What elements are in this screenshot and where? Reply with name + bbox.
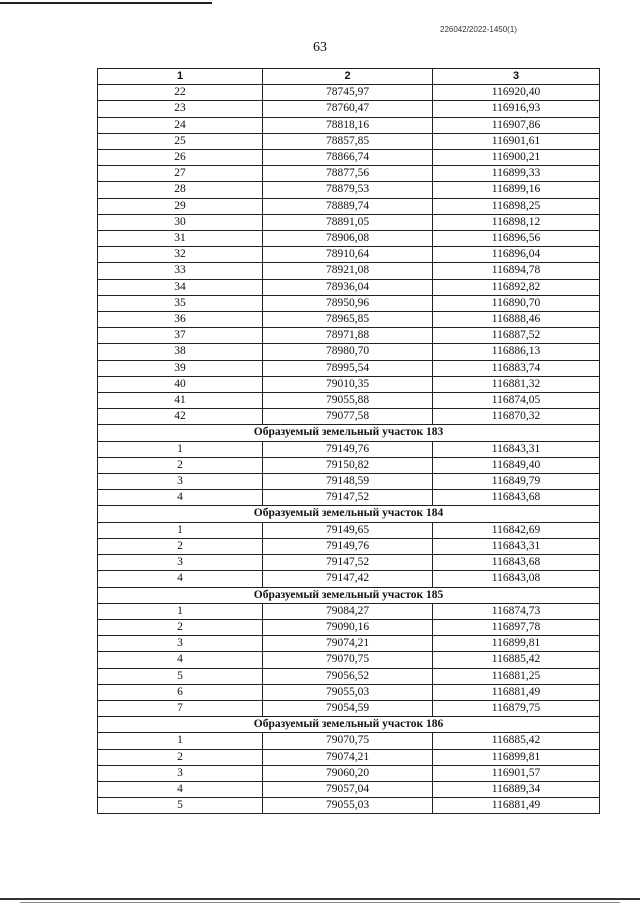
section-title-row — [98, 506, 600, 522]
table-row — [98, 781, 600, 797]
section-title: Образуемый земельный участок 183 — [98, 425, 600, 441]
x-coordinate-cell: 78879,53 — [263, 182, 433, 198]
y-coordinate-cell: 116887,52 — [433, 328, 600, 344]
table-row — [98, 652, 600, 668]
y-coordinate-cell: 116843,68 — [433, 490, 600, 506]
table-row — [98, 360, 600, 376]
point-number-cell: 32 — [98, 247, 263, 263]
y-coordinate-cell: 116899,81 — [433, 749, 600, 765]
x-coordinate-cell: 78866,74 — [263, 150, 433, 166]
x-coordinate-cell: 79060,20 — [263, 765, 433, 781]
x-coordinate-cell: 79148,59 — [263, 474, 433, 490]
y-coordinate-cell: 116881,49 — [433, 684, 600, 700]
x-coordinate-cell: 78760,47 — [263, 101, 433, 117]
x-coordinate-cell: 78971,88 — [263, 328, 433, 344]
point-number-cell: 6 — [98, 684, 263, 700]
point-number-cell: 3 — [98, 474, 263, 490]
table-row — [98, 619, 600, 635]
x-coordinate-cell: 79147,52 — [263, 490, 433, 506]
table-row — [98, 555, 600, 571]
point-number-cell: 2 — [98, 749, 263, 765]
point-number-cell: 41 — [98, 393, 263, 409]
section-title-row — [98, 717, 600, 733]
table-row — [98, 133, 600, 149]
y-coordinate-cell: 116879,75 — [433, 700, 600, 716]
point-number-cell: 39 — [98, 360, 263, 376]
y-coordinate-cell: 116870,32 — [433, 409, 600, 425]
section-title: Образуемый земельный участок 185 — [98, 587, 600, 603]
table-row — [98, 765, 600, 781]
table-row — [98, 279, 600, 295]
y-coordinate-cell: 116894,78 — [433, 263, 600, 279]
point-number-cell: 29 — [98, 198, 263, 214]
document-number: 226042/2022-1450(1) — [440, 25, 517, 34]
point-number-cell: 5 — [98, 798, 263, 814]
table-row — [98, 684, 600, 700]
section-title-row — [98, 425, 600, 441]
y-coordinate-cell: 116892,82 — [433, 279, 600, 295]
y-coordinate-cell: 116889,34 — [433, 781, 600, 797]
x-coordinate-cell: 79070,75 — [263, 733, 433, 749]
x-coordinate-cell: 79010,35 — [263, 376, 433, 392]
section-title: Образуемый земельный участок 184 — [98, 506, 600, 522]
table-row — [98, 441, 600, 457]
table-row — [98, 295, 600, 311]
section-title-row — [98, 587, 600, 603]
y-coordinate-cell: 116843,08 — [433, 571, 600, 587]
x-coordinate-cell: 78745,97 — [263, 85, 433, 101]
y-coordinate-cell: 116899,81 — [433, 636, 600, 652]
point-number-cell: 7 — [98, 700, 263, 716]
table-row — [98, 101, 600, 117]
x-coordinate-cell: 79150,82 — [263, 457, 433, 473]
x-coordinate-cell: 78965,85 — [263, 312, 433, 328]
column-header: 3 — [433, 69, 600, 85]
y-coordinate-cell: 116843,31 — [433, 441, 600, 457]
table-row — [98, 457, 600, 473]
point-number-cell: 40 — [98, 376, 263, 392]
point-number-cell: 25 — [98, 133, 263, 149]
table-row — [98, 668, 600, 684]
point-number-cell: 38 — [98, 344, 263, 360]
point-number-cell: 4 — [98, 652, 263, 668]
x-coordinate-cell: 78950,96 — [263, 295, 433, 311]
point-number-cell: 27 — [98, 166, 263, 182]
table-row — [98, 328, 600, 344]
y-coordinate-cell: 116886,13 — [433, 344, 600, 360]
x-coordinate-cell: 79056,52 — [263, 668, 433, 684]
x-coordinate-cell: 79147,42 — [263, 571, 433, 587]
table-row — [98, 571, 600, 587]
table-row — [98, 214, 600, 230]
point-number-cell: 4 — [98, 571, 263, 587]
table-row — [98, 798, 600, 814]
x-coordinate-cell: 78995,54 — [263, 360, 433, 376]
point-number-cell: 36 — [98, 312, 263, 328]
x-coordinate-cell: 79055,03 — [263, 798, 433, 814]
y-coordinate-cell: 116883,74 — [433, 360, 600, 376]
point-number-cell: 24 — [98, 117, 263, 133]
table-row — [98, 312, 600, 328]
y-coordinate-cell: 116885,42 — [433, 652, 600, 668]
y-coordinate-cell: 116843,31 — [433, 538, 600, 554]
table-row — [98, 198, 600, 214]
x-coordinate-cell: 79077,58 — [263, 409, 433, 425]
y-coordinate-cell: 116916,93 — [433, 101, 600, 117]
x-coordinate-cell: 78877,56 — [263, 166, 433, 182]
point-number-cell: 2 — [98, 457, 263, 473]
coordinates-table-body — [98, 69, 600, 814]
table-row — [98, 117, 600, 133]
y-coordinate-cell: 116896,04 — [433, 247, 600, 263]
x-coordinate-cell: 78921,08 — [263, 263, 433, 279]
point-number-cell: 37 — [98, 328, 263, 344]
y-coordinate-cell: 116881,25 — [433, 668, 600, 684]
x-coordinate-cell: 78889,74 — [263, 198, 433, 214]
x-coordinate-cell: 78818,16 — [263, 117, 433, 133]
point-number-cell: 3 — [98, 636, 263, 652]
table-row — [98, 409, 600, 425]
point-number-cell: 1 — [98, 603, 263, 619]
point-number-cell: 1 — [98, 733, 263, 749]
point-number-cell: 42 — [98, 409, 263, 425]
y-coordinate-cell: 116901,61 — [433, 133, 600, 149]
table-row — [98, 376, 600, 392]
y-coordinate-cell: 116901,57 — [433, 765, 600, 781]
table-row — [98, 538, 600, 554]
y-coordinate-cell: 116898,12 — [433, 214, 600, 230]
y-coordinate-cell: 116874,05 — [433, 393, 600, 409]
top-rule — [0, 2, 212, 4]
y-coordinate-cell: 116897,78 — [433, 619, 600, 635]
x-coordinate-cell: 79149,65 — [263, 522, 433, 538]
x-coordinate-cell: 79055,03 — [263, 684, 433, 700]
point-number-cell: 35 — [98, 295, 263, 311]
point-number-cell: 22 — [98, 85, 263, 101]
x-coordinate-cell: 78910,64 — [263, 247, 433, 263]
x-coordinate-cell: 78891,05 — [263, 214, 433, 230]
coordinates-table — [97, 68, 600, 814]
table-row — [98, 166, 600, 182]
table-row — [98, 231, 600, 247]
x-coordinate-cell: 79149,76 — [263, 538, 433, 554]
point-number-cell: 26 — [98, 150, 263, 166]
table-row — [98, 636, 600, 652]
y-coordinate-cell: 116899,16 — [433, 182, 600, 198]
point-number-cell: 30 — [98, 214, 263, 230]
y-coordinate-cell: 116896,56 — [433, 231, 600, 247]
y-coordinate-cell: 116907,86 — [433, 117, 600, 133]
x-coordinate-cell: 79147,52 — [263, 555, 433, 571]
table-row — [98, 700, 600, 716]
y-coordinate-cell: 116890,70 — [433, 295, 600, 311]
x-coordinate-cell: 79074,21 — [263, 749, 433, 765]
point-number-cell: 23 — [98, 101, 263, 117]
y-coordinate-cell: 116899,33 — [433, 166, 600, 182]
point-number-cell: 1 — [98, 441, 263, 457]
y-coordinate-cell: 116881,32 — [433, 376, 600, 392]
point-number-cell: 5 — [98, 668, 263, 684]
point-number-cell: 4 — [98, 781, 263, 797]
table-row — [98, 263, 600, 279]
x-coordinate-cell: 79084,27 — [263, 603, 433, 619]
table-row — [98, 247, 600, 263]
table-row — [98, 393, 600, 409]
x-coordinate-cell: 78857,85 — [263, 133, 433, 149]
column-header: 1 — [98, 69, 263, 85]
y-coordinate-cell: 116842,69 — [433, 522, 600, 538]
point-number-cell: 34 — [98, 279, 263, 295]
table-row — [98, 344, 600, 360]
x-coordinate-cell: 79149,76 — [263, 441, 433, 457]
bottom-rule — [0, 898, 640, 900]
point-number-cell: 2 — [98, 538, 263, 554]
y-coordinate-cell: 116849,40 — [433, 457, 600, 473]
x-coordinate-cell: 79057,04 — [263, 781, 433, 797]
table-row — [98, 150, 600, 166]
table-row — [98, 490, 600, 506]
point-number-cell: 3 — [98, 555, 263, 571]
column-header: 2 — [263, 69, 433, 85]
point-number-cell: 3 — [98, 765, 263, 781]
coordinates-table-container — [97, 68, 599, 814]
table-row — [98, 85, 600, 101]
y-coordinate-cell: 116843,68 — [433, 555, 600, 571]
y-coordinate-cell: 116898,25 — [433, 198, 600, 214]
table-row — [98, 603, 600, 619]
x-coordinate-cell: 79055,88 — [263, 393, 433, 409]
table-row — [98, 749, 600, 765]
y-coordinate-cell: 116885,42 — [433, 733, 600, 749]
x-coordinate-cell: 79054,59 — [263, 700, 433, 716]
table-header-row — [98, 69, 600, 85]
x-coordinate-cell: 79074,21 — [263, 636, 433, 652]
y-coordinate-cell: 116881,49 — [433, 798, 600, 814]
x-coordinate-cell: 78936,04 — [263, 279, 433, 295]
bottom-rule-thin — [20, 902, 620, 903]
page-number: 63 — [313, 40, 327, 55]
x-coordinate-cell: 78906,08 — [263, 231, 433, 247]
table-row — [98, 733, 600, 749]
table-row — [98, 182, 600, 198]
point-number-cell: 2 — [98, 619, 263, 635]
point-number-cell: 1 — [98, 522, 263, 538]
section-title: Образуемый земельный участок 186 — [98, 717, 600, 733]
point-number-cell: 33 — [98, 263, 263, 279]
point-number-cell: 31 — [98, 231, 263, 247]
y-coordinate-cell: 116849,79 — [433, 474, 600, 490]
x-coordinate-cell: 79070,75 — [263, 652, 433, 668]
table-row — [98, 522, 600, 538]
y-coordinate-cell: 116900,21 — [433, 150, 600, 166]
x-coordinate-cell: 78980,70 — [263, 344, 433, 360]
x-coordinate-cell: 79090,16 — [263, 619, 433, 635]
y-coordinate-cell: 116874,73 — [433, 603, 600, 619]
y-coordinate-cell: 116888,46 — [433, 312, 600, 328]
y-coordinate-cell: 116920,40 — [433, 85, 600, 101]
point-number-cell: 28 — [98, 182, 263, 198]
point-number-cell: 4 — [98, 490, 263, 506]
table-row — [98, 474, 600, 490]
